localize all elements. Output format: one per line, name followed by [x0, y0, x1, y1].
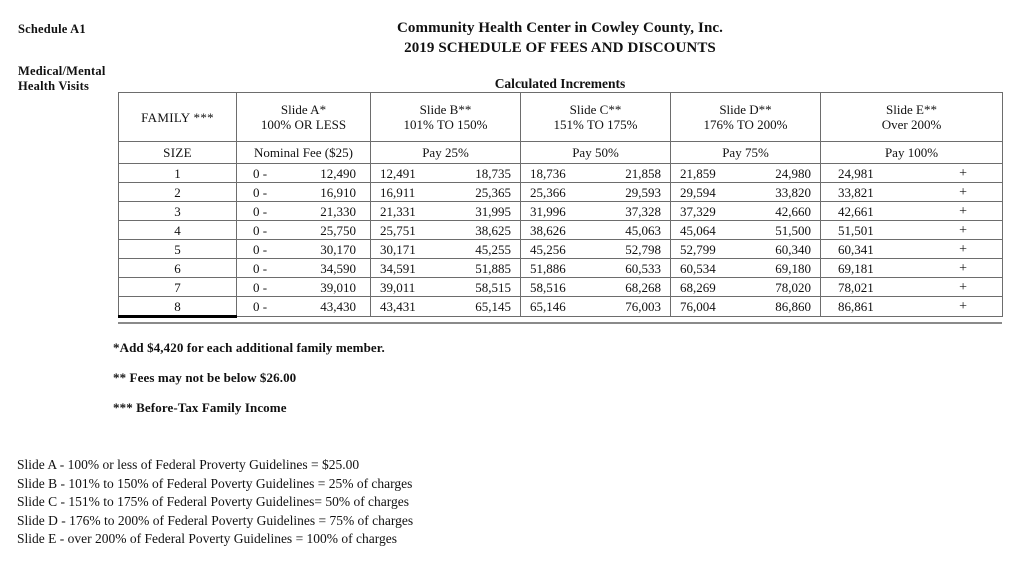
- slide-b-from: 34,591: [380, 260, 416, 276]
- slide-d-from: 52,799: [680, 241, 716, 257]
- slide-e-from: 42,661: [838, 203, 874, 219]
- slide-c-from: 58,516: [530, 279, 566, 295]
- slide-e-from: 69,181: [838, 260, 874, 276]
- slide-a-to: 12,490: [320, 165, 356, 181]
- slide-e-range-cell: [821, 297, 1003, 317]
- slide-d-from: 37,329: [680, 203, 716, 219]
- title-block: [160, 18, 960, 59]
- slide-b-to: 31,995: [475, 203, 511, 219]
- slide-e-range-cell: [821, 202, 1003, 221]
- family-size-value: 1: [119, 164, 237, 183]
- slide-legend-block: [17, 456, 413, 549]
- family-size-value: 4: [119, 221, 237, 240]
- slide-e-to: +: [959, 165, 967, 181]
- family-size-value: 5: [119, 240, 237, 259]
- slide-a-to: 21,330: [320, 203, 356, 219]
- slide-d-header-cell: [671, 93, 821, 142]
- slide-a-range-cell: [237, 297, 371, 317]
- legend-slide-d: Slide D - 176% to 200% of Federal Poverty Guidelines = 75% of charges: [17, 512, 414, 528]
- page-title: 2019 SCHEDULE OF FEES AND DISCOUNTS: [404, 40, 716, 56]
- slide-e-from: 33,821: [838, 184, 874, 200]
- slide-c-from: 25,366: [530, 184, 566, 200]
- slide-c-range-cell: [521, 240, 671, 259]
- slide-d-to: 24,980: [775, 165, 811, 181]
- slide-a-pay-cell: Nominal Fee ($25): [237, 142, 371, 164]
- slide-d-range-cell: [671, 202, 821, 221]
- slide-a-to: 30,170: [320, 241, 356, 257]
- slide-b-range-cell: [371, 164, 521, 183]
- slide-c-name: Slide C**: [569, 102, 622, 117]
- slide-c-range-cell: [521, 164, 671, 183]
- slide-a-from: 0 -: [253, 241, 268, 257]
- slide-d-from: 76,004: [680, 299, 716, 314]
- slide-c-from: 51,886: [530, 260, 566, 276]
- slide-e-range-cell: [821, 259, 1003, 278]
- slide-e-range-cell: [821, 278, 1003, 297]
- slide-b-from: 25,751: [380, 222, 416, 238]
- schedule-label: Schedule A1: [18, 22, 86, 36]
- slide-c-to: 68,268: [625, 279, 661, 295]
- table-row: [119, 202, 1003, 221]
- slide-e-to: +: [959, 241, 967, 257]
- slide-e-to: +: [959, 279, 967, 295]
- slide-a-from: 0 -: [253, 299, 268, 314]
- table-row: [119, 164, 1003, 183]
- slide-c-to: 37,328: [625, 203, 661, 219]
- slide-c-range-cell: [521, 297, 671, 317]
- slide-c-range: 151% TO 175%: [553, 117, 638, 132]
- legend-slide-e: Slide E - over 200% of Federal Poverty Guidelines = 100% of charges: [17, 531, 398, 546]
- slide-b-range-cell: [371, 240, 521, 259]
- slide-d-range-cell: [671, 297, 821, 317]
- department-label: [18, 64, 106, 94]
- slide-a-from: 0 -: [253, 184, 268, 200]
- slide-d-range-cell: [671, 183, 821, 202]
- slide-d-pay-cell: Pay 75%: [671, 142, 821, 164]
- fee-schedule-table: [118, 92, 1003, 318]
- footnote-two: ** Fees may not be below $26.00: [113, 370, 297, 385]
- slide-b-range-cell: [371, 259, 521, 278]
- slide-c-range-cell: [521, 183, 671, 202]
- slide-c-to: 29,593: [625, 184, 661, 200]
- slide-d-from: 29,594: [680, 184, 716, 200]
- family-size-value: 3: [119, 202, 237, 221]
- slide-b-range-cell: [371, 297, 521, 317]
- section-caption: Calculated Increments: [494, 76, 626, 91]
- legend-slide-b: Slide B - 101% to 150% of Federal Poverty Guidelines = 25% of charges: [17, 475, 413, 491]
- slide-c-pay-cell: Pay 50%: [521, 142, 671, 164]
- slide-b-from: 16,911: [380, 184, 416, 200]
- slide-b-range-cell: [371, 202, 521, 221]
- slide-d-to: 86,860: [775, 299, 811, 314]
- slide-b-from: 12,491: [380, 165, 416, 181]
- slide-d-name: Slide D**: [719, 102, 772, 117]
- slide-a-header-cell: [237, 93, 371, 142]
- slide-a-range-cell: [237, 221, 371, 240]
- table-header-row: [119, 93, 1003, 142]
- slide-b-range-cell: [371, 221, 521, 240]
- slide-a-to: 43,430: [320, 299, 356, 314]
- slide-b-to: 45,255: [475, 241, 511, 257]
- slide-e-to: +: [959, 260, 967, 276]
- slide-b-from: 39,011: [380, 279, 416, 295]
- slide-e-from: 24,981: [838, 165, 874, 181]
- slide-b-to: 38,625: [475, 222, 511, 238]
- family-size-value: 2: [119, 183, 237, 202]
- slide-d-range-cell: [671, 240, 821, 259]
- organization-name: Community Health Center in Cowley County, Inc.: [397, 20, 723, 36]
- slide-b-from: 21,331: [380, 203, 416, 219]
- slide-c-to: 21,858: [625, 165, 661, 181]
- table-row: [119, 259, 1003, 278]
- slide-e-range: Over 200%: [881, 117, 942, 132]
- slide-a-from: 0 -: [253, 279, 268, 295]
- slide-c-from: 31,996: [530, 203, 566, 219]
- slide-a-from: 0 -: [253, 203, 268, 219]
- slide-d-to: 60,340: [775, 241, 811, 257]
- slide-d-from: 68,269: [680, 279, 716, 295]
- slide-c-range-cell: [521, 259, 671, 278]
- slide-a-to: 34,590: [320, 260, 356, 276]
- table-bottom-rule: [118, 322, 1002, 324]
- slide-a-range-cell: [237, 164, 371, 183]
- slide-c-to: 45,063: [625, 222, 661, 238]
- slide-e-from: 86,861: [838, 299, 874, 314]
- slide-d-to: 42,660: [775, 203, 811, 219]
- slide-c-from: 38,626: [530, 222, 566, 238]
- slide-e-header-cell: [821, 93, 1003, 142]
- slide-e-range-cell: [821, 221, 1003, 240]
- slide-b-to: 65,145: [475, 299, 511, 314]
- slide-e-to: +: [959, 222, 967, 238]
- fee-schedule-table-wrapper: [118, 92, 1002, 318]
- slide-a-range-cell: [237, 259, 371, 278]
- slide-e-from: 60,341: [838, 241, 874, 257]
- slide-b-from: 43,431: [380, 299, 416, 314]
- slide-c-range-cell: [521, 221, 671, 240]
- slide-b-range-cell: [371, 183, 521, 202]
- footnote-three: *** Before-Tax Family Income: [113, 400, 287, 415]
- slide-e-name: Slide E**: [886, 102, 937, 117]
- slide-d-range-cell: [671, 259, 821, 278]
- department-label-line2: Health Visits: [18, 79, 90, 93]
- slide-a-to: 25,750: [320, 222, 356, 238]
- slide-e-range-cell: [821, 240, 1003, 259]
- table-row: [119, 278, 1003, 297]
- slide-a-range-cell: [237, 240, 371, 259]
- table-row: [119, 221, 1003, 240]
- slide-d-range-cell: [671, 221, 821, 240]
- slide-b-range-cell: [371, 278, 521, 297]
- table-pay-row: [119, 142, 1003, 164]
- department-label-line1: Medical/Mental: [18, 64, 106, 78]
- slide-c-range-cell: [521, 278, 671, 297]
- slide-e-range-cell: [821, 183, 1003, 202]
- slide-e-to: +: [959, 203, 967, 219]
- slide-c-to: 60,533: [625, 260, 661, 276]
- slide-b-to: 51,885: [475, 260, 511, 276]
- slide-b-pay-cell: Pay 25%: [371, 142, 521, 164]
- slide-e-range-cell: [821, 164, 1003, 183]
- slide-a-range-cell: [237, 183, 371, 202]
- slide-b-header-cell: [371, 93, 521, 142]
- slide-d-to: 69,180: [775, 260, 811, 276]
- table-row: [119, 297, 1003, 317]
- slide-b-to: 58,515: [475, 279, 511, 295]
- slide-c-to: 76,003: [625, 299, 661, 314]
- slide-b-name: Slide B**: [419, 102, 472, 117]
- footnote-one: *Add $4,420 for each additional family member.: [113, 340, 385, 355]
- slide-c-from: 45,256: [530, 241, 566, 257]
- slide-a-from: 0 -: [253, 222, 268, 238]
- slide-e-from: 51,501: [838, 222, 874, 238]
- family-size-value: 8: [119, 297, 237, 317]
- slide-d-from: 21,859: [680, 165, 716, 181]
- slide-c-from: 65,146: [530, 299, 566, 314]
- size-header-cell: SIZE: [119, 142, 237, 164]
- slide-d-range-cell: [671, 164, 821, 183]
- slide-b-to: 18,735: [475, 165, 511, 181]
- legend-slide-a: Slide A - 100% or less of Federal Proverty Guidelines = $25.00: [17, 457, 360, 472]
- slide-c-header-cell: [521, 93, 671, 142]
- slide-a-name: Slide A*: [280, 102, 327, 117]
- slide-e-from: 78,021: [838, 279, 874, 295]
- legend-slide-c: Slide C - 151% to 175% of Federal Poverty Guidelines= 50% of charges: [17, 494, 410, 509]
- slide-d-from: 60,534: [680, 260, 716, 276]
- slide-d-to: 33,820: [775, 184, 811, 200]
- slide-c-from: 18,736: [530, 165, 566, 181]
- footnotes-block: [113, 340, 385, 430]
- slide-a-from: 0 -: [253, 260, 268, 276]
- family-header-cell: FAMILY ***: [119, 93, 237, 142]
- slide-d-to: 51,500: [775, 222, 811, 238]
- table-row: [119, 240, 1003, 259]
- slide-a-range: 100% OR LESS: [260, 117, 347, 132]
- slide-a-to: 39,010: [320, 279, 356, 295]
- slide-e-pay-cell: Pay 100%: [821, 142, 1003, 164]
- slide-c-range-cell: [521, 202, 671, 221]
- slide-b-to: 25,365: [475, 184, 511, 200]
- slide-a-to: 16,910: [320, 184, 356, 200]
- family-size-value: 6: [119, 259, 237, 278]
- family-size-value: 7: [119, 278, 237, 297]
- slide-e-to: +: [959, 299, 967, 314]
- slide-b-from: 30,171: [380, 241, 416, 257]
- slide-a-range-cell: [237, 278, 371, 297]
- slide-d-from: 45,064: [680, 222, 716, 238]
- slide-d-range-cell: [671, 278, 821, 297]
- slide-a-from: 0 -: [253, 165, 268, 181]
- slide-c-to: 52,798: [625, 241, 661, 257]
- slide-d-to: 78,020: [775, 279, 811, 295]
- slide-b-range: 101% TO 150%: [403, 117, 488, 132]
- slide-e-to: +: [959, 184, 967, 200]
- table-row: [119, 183, 1003, 202]
- slide-d-range: 176% TO 200%: [703, 117, 788, 132]
- slide-a-range-cell: [237, 202, 371, 221]
